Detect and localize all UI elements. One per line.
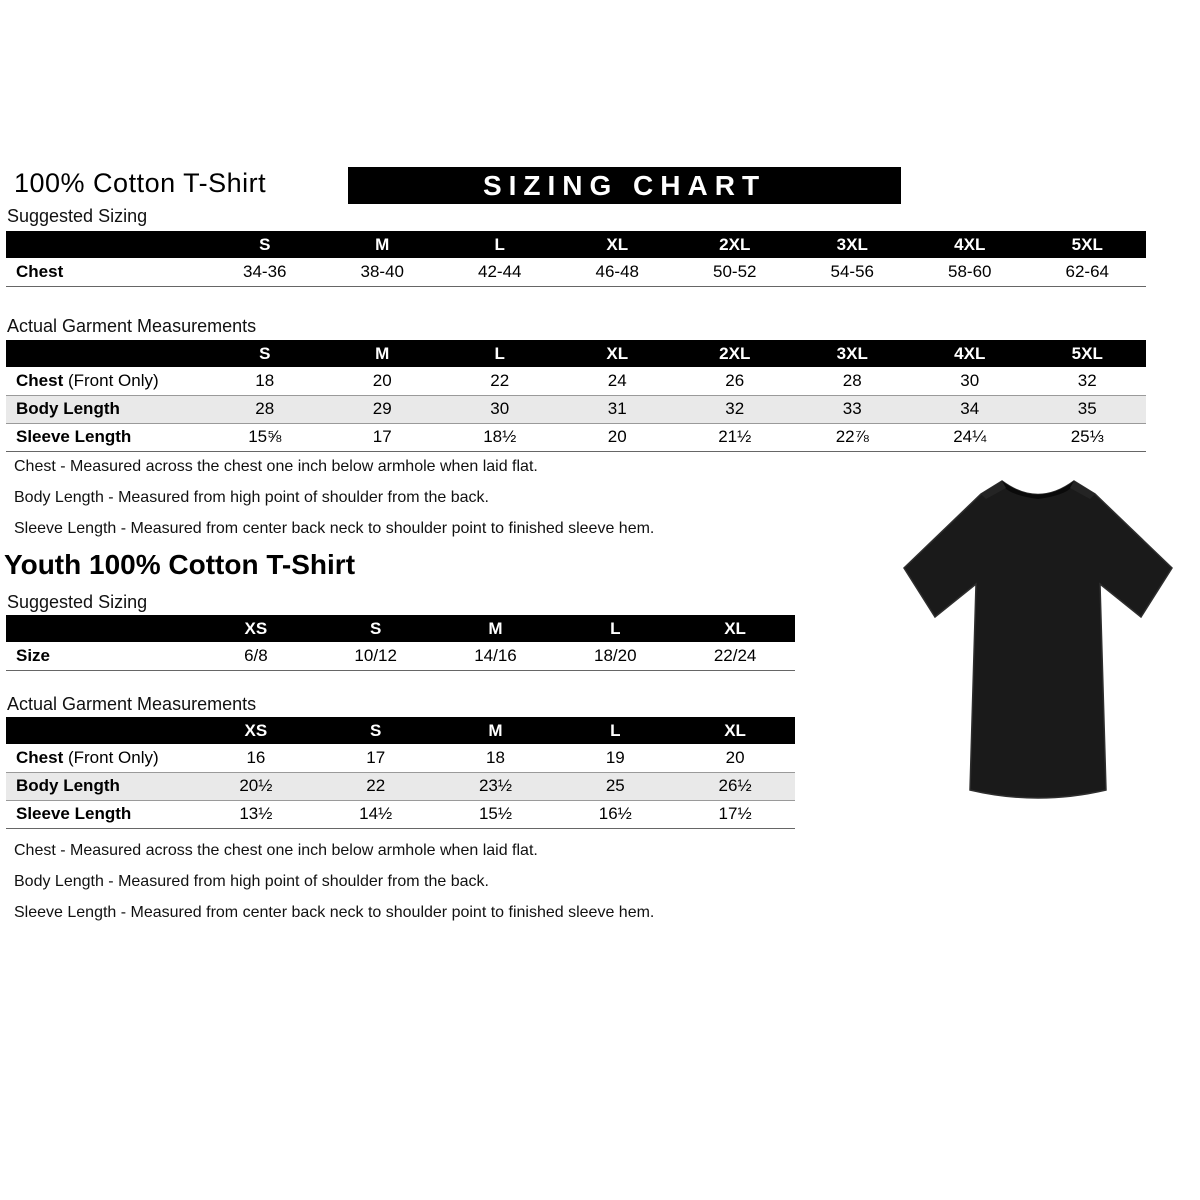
size-value-cell: 50-52: [676, 258, 794, 286]
size-value-cell: 20: [324, 367, 442, 395]
row-label-text: Chest: [16, 370, 64, 390]
column-header: XL: [675, 615, 795, 642]
size-value-cell: 46-48: [559, 258, 677, 286]
note-line: Body Length - Measured from high point of shoulder from the back.: [14, 873, 489, 890]
column-header: 3XL: [794, 340, 912, 367]
size-value-cell: 29: [324, 395, 442, 423]
column-header: 2XL: [676, 340, 794, 367]
size-value-cell: 34-36: [206, 258, 324, 286]
row-label-suffix: (Front Only): [63, 370, 159, 390]
size-value-cell: 18½: [441, 423, 559, 451]
adult-actual-measurements-label: Actual Garment Measurements: [7, 316, 257, 336]
size-value-cell: 17: [316, 744, 436, 772]
size-value-cell: 25⅓: [1029, 423, 1147, 451]
table-row: [6, 367, 1146, 395]
row-label: [6, 800, 196, 828]
note-line: Chest - Measured across the chest one inch below armhole when laid flat.: [14, 842, 538, 859]
size-value-cell: 24: [559, 367, 677, 395]
column-header: S: [316, 615, 436, 642]
row-label-text: Body Length: [16, 399, 120, 418]
table-row: [6, 423, 1146, 451]
size-value-cell: 28: [794, 367, 912, 395]
size-value-cell: 33: [794, 395, 912, 423]
corner-cell: [6, 615, 196, 642]
note-line: Chest - Measured across the chest one inch below armhole when laid flat.: [14, 458, 538, 475]
size-value-cell: 10/12: [316, 642, 436, 670]
column-header: 4XL: [911, 231, 1029, 258]
size-value-cell: 20½: [196, 772, 316, 800]
size-value-cell: 32: [1029, 367, 1147, 395]
column-header: L: [441, 231, 559, 258]
corner-cell: [6, 231, 206, 258]
column-header: XL: [675, 717, 795, 744]
size-value-cell: 20: [559, 423, 677, 451]
corner-cell: [6, 717, 196, 744]
size-value-cell: 42-44: [441, 258, 559, 286]
row-label: [6, 642, 196, 670]
row-label-suffix: (Front Only): [63, 747, 159, 767]
column-header: S: [316, 717, 436, 744]
table-header-row: [6, 340, 1146, 367]
row-label-text: Sleeve Length: [16, 427, 132, 446]
row-label-text: Chest: [16, 261, 64, 281]
size-value-cell: 18: [206, 367, 324, 395]
youth-actual-measurements-label: Actual Garment Measurements: [7, 694, 257, 714]
size-value-cell: 13½: [196, 800, 316, 828]
row-label: [6, 367, 206, 395]
size-value-cell: 32: [676, 395, 794, 423]
column-header: L: [555, 615, 675, 642]
size-value-cell: 18/20: [555, 642, 675, 670]
size-value-cell: 28: [206, 395, 324, 423]
column-header: M: [324, 340, 442, 367]
row-label-text: Body Length: [16, 776, 120, 795]
size-value-cell: 26: [676, 367, 794, 395]
size-value-cell: 15½: [436, 800, 556, 828]
size-value-cell: 62-64: [1029, 258, 1147, 286]
size-value-cell: 58-60: [911, 258, 1029, 286]
table-row: [6, 744, 795, 772]
column-header: S: [206, 231, 324, 258]
sizing-chart-banner: SIZING CHART: [348, 167, 901, 204]
adult-suggested-sizing-label: Suggested Sizing: [7, 206, 148, 226]
adult-product-title: 100% Cotton T-Shirt: [14, 168, 267, 198]
column-header: XS: [196, 717, 316, 744]
size-value-cell: 30: [441, 395, 559, 423]
row-label: [6, 258, 206, 286]
size-value-cell: 14/16: [436, 642, 556, 670]
row-label: [6, 744, 196, 772]
table-header-row: [6, 717, 795, 744]
size-value-cell: 23½: [436, 772, 556, 800]
tshirt-product-image: [888, 466, 1188, 816]
column-header: 3XL: [794, 231, 912, 258]
youth-suggested-sizing-label: Suggested Sizing: [7, 592, 148, 612]
size-value-cell: 15⅝: [206, 423, 324, 451]
table-row: [6, 772, 795, 800]
size-value-cell: 6/8: [196, 642, 316, 670]
size-value-cell: 54-56: [794, 258, 912, 286]
row-label: [6, 772, 196, 800]
youth-product-title: Youth 100% Cotton T-Shirt: [4, 549, 356, 580]
adult-measurement-notes: [14, 458, 654, 551]
size-value-cell: 16½: [555, 800, 675, 828]
table-row: [6, 258, 1146, 286]
column-header: 5XL: [1029, 340, 1147, 367]
size-value-cell: 22⅞: [794, 423, 912, 451]
note-line: Sleeve Length - Measured from center back neck to shoulder point to finished sleeve hem.: [14, 904, 655, 921]
column-header: L: [441, 340, 559, 367]
table-row: [6, 642, 795, 670]
note-line: Sleeve Length - Measured from center back neck to shoulder point to finished sleeve hem.: [14, 520, 655, 537]
adult-suggested-table: [6, 231, 1146, 287]
row-label: [6, 423, 206, 451]
size-value-cell: 25: [555, 772, 675, 800]
youth-measurement-notes: [14, 842, 654, 935]
row-label-text: Sleeve Length: [16, 804, 132, 823]
column-header: L: [555, 717, 675, 744]
youth-suggested-table: [6, 615, 795, 671]
corner-cell: [6, 340, 206, 367]
size-value-cell: 22: [441, 367, 559, 395]
column-header: XL: [559, 340, 677, 367]
table-row: [6, 800, 795, 828]
size-value-cell: 31: [559, 395, 677, 423]
column-header: M: [436, 615, 556, 642]
size-value-cell: 38-40: [324, 258, 442, 286]
size-value-cell: 30: [911, 367, 1029, 395]
column-header: 5XL: [1029, 231, 1147, 258]
size-value-cell: 22: [316, 772, 436, 800]
table-header-row: [6, 231, 1146, 258]
row-label: [6, 395, 206, 423]
column-header: S: [206, 340, 324, 367]
column-header: M: [436, 717, 556, 744]
table-header-row: [6, 615, 795, 642]
column-header: 4XL: [911, 340, 1029, 367]
size-value-cell: 17½: [675, 800, 795, 828]
size-value-cell: 22/24: [675, 642, 795, 670]
size-value-cell: 24¼: [911, 423, 1029, 451]
size-value-cell: 19: [555, 744, 675, 772]
column-header: 2XL: [676, 231, 794, 258]
table-row: [6, 395, 1146, 423]
size-value-cell: 35: [1029, 395, 1147, 423]
size-value-cell: 17: [324, 423, 442, 451]
row-label-text: Size: [16, 645, 51, 665]
tshirt-graphic: [888, 466, 1188, 816]
note-line: Body Length - Measured from high point of shoulder from the back.: [14, 489, 489, 506]
column-header: XL: [559, 231, 677, 258]
size-value-cell: 34: [911, 395, 1029, 423]
size-value-cell: 18: [436, 744, 556, 772]
adult-actual-table: [6, 340, 1146, 452]
size-value-cell: 26½: [675, 772, 795, 800]
youth-actual-table: [6, 717, 795, 829]
size-value-cell: 20: [675, 744, 795, 772]
size-value-cell: 16: [196, 744, 316, 772]
row-label-text: Chest: [16, 747, 64, 767]
column-header: XS: [196, 615, 316, 642]
size-value-cell: 21½: [676, 423, 794, 451]
column-header: M: [324, 231, 442, 258]
size-value-cell: 14½: [316, 800, 436, 828]
